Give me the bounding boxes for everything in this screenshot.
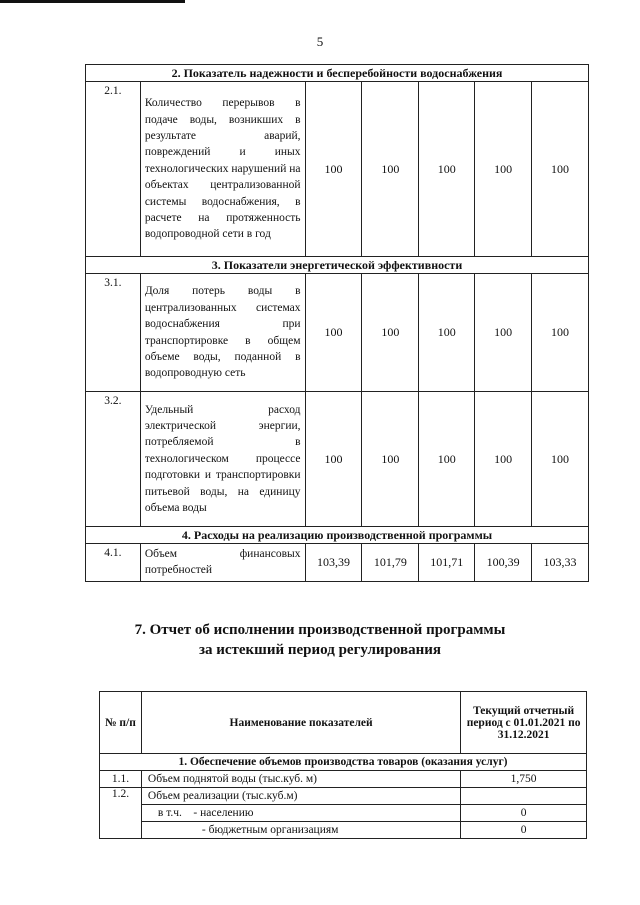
indicator-description: Объем финансовых потребностей xyxy=(140,544,305,582)
row-number: 1.2. xyxy=(100,788,142,839)
indicator-description: Количество перерывов в подаче воды, возникших в результате аварий, повреждений и иных технологических нарушений на объектах централизованной системы водоснабжения, в расчете на протяженность водопроводной сети в год xyxy=(140,82,305,257)
table-subrow xyxy=(100,805,587,822)
report-heading-line1: 7. Отчет об исполнении производственной программы xyxy=(134,622,506,638)
indicator-value: 100 xyxy=(362,274,419,392)
indicator-description: Доля потерь воды в централизованных системах водоснабжения при транспортировке в общем объеме воды, поданной в водопроводную сеть xyxy=(140,274,305,392)
row-number: 3.1. xyxy=(86,274,141,392)
report-heading xyxy=(0,620,640,660)
table-row xyxy=(100,788,587,805)
row-value: 1,750 xyxy=(461,771,587,788)
section-title: 2. Показатель надежности и бесперебойности водоснабжения xyxy=(86,65,589,82)
indicator-value: 100 xyxy=(305,392,362,527)
indicator-value: 103,39 xyxy=(305,544,362,582)
indicator-value: 100 xyxy=(419,274,475,392)
section-title: 4. Расходы на реализацию производственной программы xyxy=(86,527,589,544)
indicator-value: 100 xyxy=(532,82,589,257)
table-row xyxy=(100,771,587,788)
indicator-value: 101,71 xyxy=(419,544,475,582)
top-edge-line xyxy=(0,0,185,3)
indicator-value: 100 xyxy=(362,392,419,527)
report-heading-line2: за истекший период регулирования xyxy=(198,642,442,658)
header-period: Текущий отчетный период с 01.01.2021 по 31.12.2021 xyxy=(461,692,587,754)
indicator-value: 100 xyxy=(305,274,362,392)
indicator-value: 100 xyxy=(305,82,362,257)
row-number: 3.2. xyxy=(86,392,141,527)
indicator-value: 101,79 xyxy=(362,544,419,582)
indicator-value: 100 xyxy=(419,392,475,527)
subrow-value: 0 xyxy=(461,822,587,839)
subrow-name: - бюджетным организациям xyxy=(141,822,460,839)
table-row xyxy=(86,392,589,527)
header-name: Наименование показателей xyxy=(141,692,460,754)
indicator-value: 103,33 xyxy=(532,544,589,582)
indicator-value: 100 xyxy=(362,82,419,257)
table-subrow xyxy=(100,822,587,839)
indicator-value: 100 xyxy=(532,274,589,392)
indicator-value: 100 xyxy=(475,274,532,392)
subrow-value: 0 xyxy=(461,805,587,822)
indicator-value: 100 xyxy=(475,392,532,527)
indicators-table xyxy=(85,64,589,582)
report-table xyxy=(99,691,587,839)
row-name: Объем реализации (тыс.куб.м) xyxy=(141,788,460,805)
indicator-value: 100,39 xyxy=(475,544,532,582)
row-value xyxy=(461,788,587,805)
row-number: 4.1. xyxy=(86,544,141,582)
table-row xyxy=(86,544,589,582)
section-title: 3. Показатели энергетической эффективности xyxy=(86,257,589,274)
indicator-value: 100 xyxy=(419,82,475,257)
indicator-value: 100 xyxy=(532,392,589,527)
header-number: № п/п xyxy=(100,692,142,754)
row-number: 2.1. xyxy=(86,82,141,257)
table-row xyxy=(86,82,589,257)
row-name: Объем поднятой воды (тыс.куб. м) xyxy=(141,771,460,788)
table-row xyxy=(86,274,589,392)
subrow-name: в т.ч. - населению xyxy=(141,805,460,822)
section-title: 1. Обеспечение объемов производства товаров (оказания услуг) xyxy=(100,754,587,771)
header-row xyxy=(100,692,587,754)
indicator-value: 100 xyxy=(475,82,532,257)
row-number: 1.1. xyxy=(100,771,142,788)
page-number: 5 xyxy=(316,34,324,49)
indicator-description: Удельный расход электрической энергии, потребляемой в технологическом процессе подготовки и транспортировки питьевой воды, на единицу объема воды xyxy=(140,392,305,527)
